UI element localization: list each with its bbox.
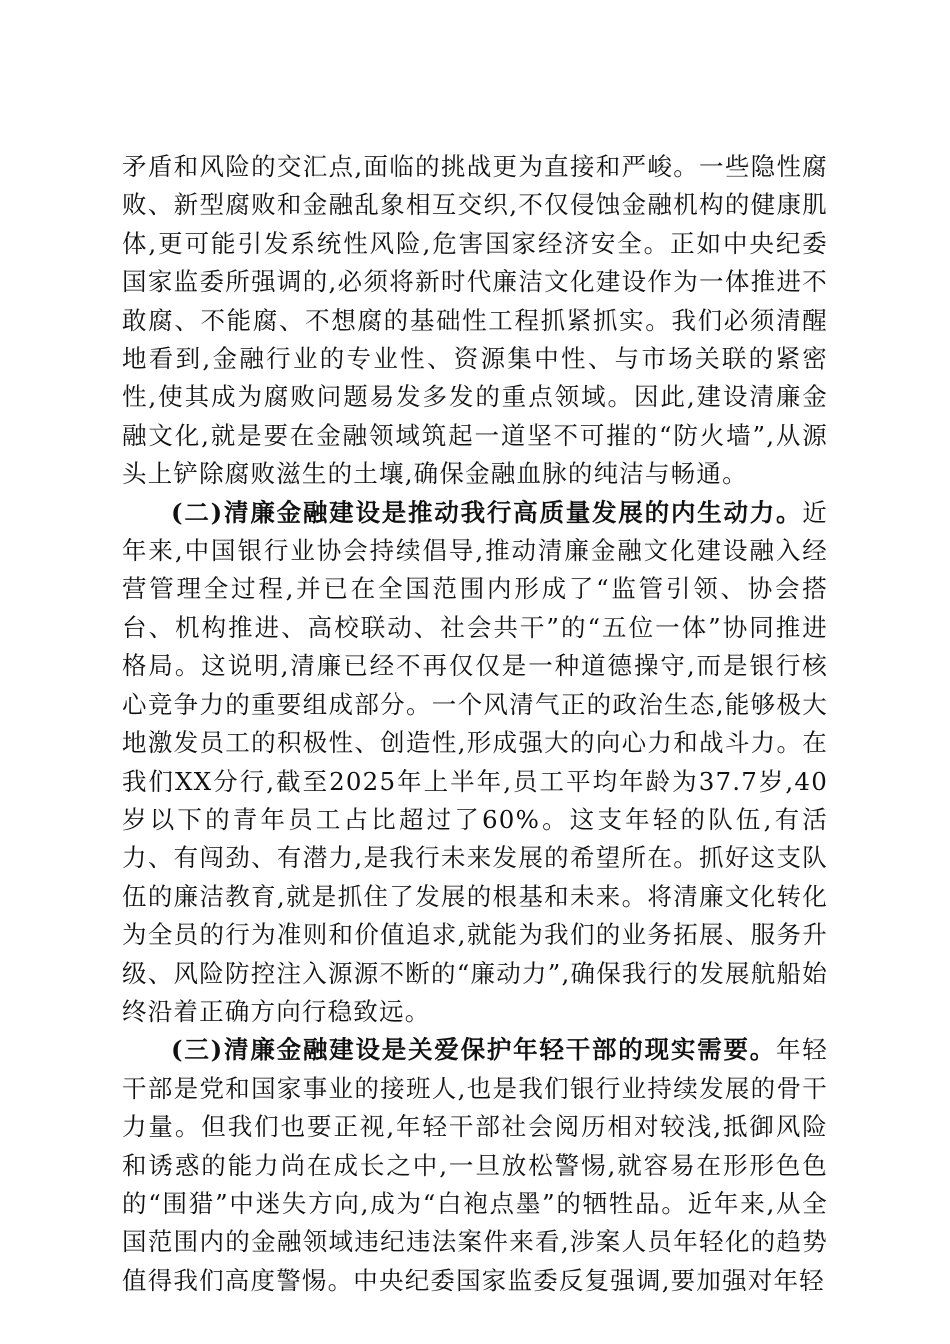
paragraph-3 [122,1031,828,1300]
paragraph-1 [122,148,828,494]
paragraph-3-heading: (三)清廉金融建设是关爱保护年轻干部的现实需要。 [171,1035,777,1065]
paragraph-3-body: 年轻干部是党和国家事业的接班人,也是我们银行业持续发展的骨干力量。但我们也要正视,年轻干部社会阅历相对较浅,抵御风险和诱惑的能力尚在成长之中,一旦放松警惕,就容易在形形色色的“围猎”中迷失方向,成为“白袍点墨”的牺牲品。近年来,从全国范围内的金融领域违纪违法案件来看,涉案人员年轻化的趋势值得我们高度警惕。中央纪委国家监委反复强调,要加强对年轻 [122,1035,828,1295]
paragraph-2-heading: (二)清廉金融建设是推动我行高质量发展的内生动力。 [171,497,803,527]
paragraph-2-body: 近年来,中国银行业协会持续倡导,推动清廉金融文化建设融入经营管理全过程,并已在全国范围内形成了“监管引领、协会搭台、机构推进、高校联动、社会共干”的“五位一体”协同推进格局。这说明,清廉已经不再仅仅是一种道德操守,而是银行核心竞争力的重要组成部分。一个风清气正的政治生态,能够极大地激发员工的积极性、创造性,形成强大的向心力和战斗力。在我们XX分行,截至2025年上半年,员工平均年龄为37.7岁,40岁以下的青年员工占比超过了60%。这支年轻的队伍,有活力、有闯劲、有潜力,是我行未来发展的希望所在。抓好这支队伍的廉洁教育,就是抓住了发展的根基和未来。将清廉文化转化为全员的行为准则和价值追求,就能为我们的业务拓展、服务升级、风险防控注入源源不断的“廉动力”,确保我行的发展航船始终沿着正确方向行稳致远。 [122,497,828,1026]
paragraph-2 [122,494,828,1032]
document-body [122,148,828,1300]
paragraph-1-body: 矛盾和风险的交汇点,面临的挑战更为直接和严峻。一些隐性腐败、新型腐败和金融乱象相互交织,不仅侵蚀金融机构的健康肌体,更可能引发系统性风险,危害国家经济安全。正如中央纪委国家监委所强调的,必须将新时代廉洁文化建设作为一体推进不敢腐、不能腐、不想腐的基础性工程抓紧抓实。我们必须清醒地看到,金融行业的专业性、资源集中性、与市场关联的紧密性,使其成为腐败问题易发多发的重点领域。因此,建设清廉金融文化,就是要在金融领域筑起一道坚不可摧的“防火墙”,从源头上铲除腐败滋生的土壤,确保金融血脉的纯洁与畅通。 [122,152,828,489]
